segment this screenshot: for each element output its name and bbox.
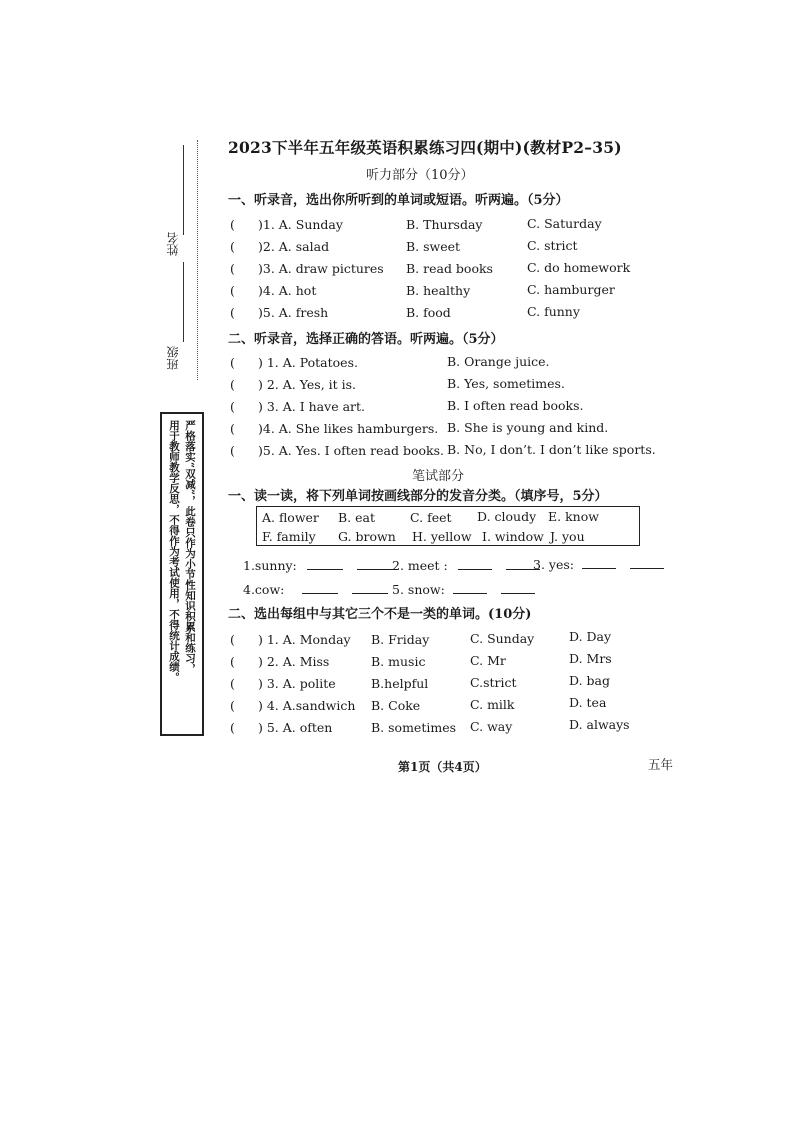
option-a: )4. A. She likes hamburgers. [258, 421, 439, 436]
option-a: )5. A. Yes. I often read books. [258, 443, 444, 458]
answer-paren: ( [230, 676, 235, 691]
phonics-q2 [392, 557, 540, 573]
option-d: D. Mrs [569, 651, 612, 666]
name-label: 姓名 [166, 232, 180, 256]
answer-blank[interactable] [630, 556, 664, 569]
option-b: B. read books [406, 261, 493, 276]
written-part2-title: 二、选出每组中与其它三个不是一类的单词。(10分) [228, 607, 532, 622]
answer-paren: ( [230, 239, 235, 254]
option-c: C. funny [527, 304, 580, 319]
option-a: ) 3. A. polite [258, 676, 336, 691]
option-a: ) 5. A. often [258, 720, 333, 735]
answer-paren: ( [230, 632, 235, 647]
option-a: ) 3. A. I have art. [258, 399, 365, 414]
listening-part1-title: 一、听录音，选出你所听到的单词或短语。听两遍。（5分） [228, 193, 569, 208]
option-a: )4. A. hot [258, 283, 317, 298]
option-a: ) 2. A. Yes, it is. [258, 377, 357, 392]
option-c: C. way [470, 719, 513, 734]
option-c: C. strict [527, 238, 578, 253]
word-b: B. eat [338, 510, 376, 525]
answer-blank[interactable] [352, 581, 388, 594]
answer-blank[interactable] [458, 557, 492, 570]
option-b: B. Orange juice. [447, 354, 550, 369]
answer-paren: ( [230, 399, 235, 414]
option-a: )3. A. draw pictures [258, 261, 384, 276]
answer-blank[interactable] [302, 581, 338, 594]
phonics-q5-label: 5. snow: [392, 582, 445, 597]
written-part1-title: 一、读一读，将下列单词按画线部分的发音分类。（填序号，5分） [228, 489, 608, 504]
option-a: ) 2. A. Miss [258, 654, 330, 669]
option-b: B. Coke [371, 698, 421, 713]
option-b: B. She is young and kind. [447, 420, 609, 435]
binding-dotted-line [197, 140, 198, 380]
option-d: D. Day [569, 629, 612, 644]
option-a: ) 4. A.sandwich [258, 698, 356, 713]
class-label: 班级 [166, 346, 180, 370]
option-d: D. tea [569, 695, 607, 710]
phonics-q3-label: 3. yes: [533, 557, 574, 572]
answer-paren: ( [230, 443, 235, 458]
option-a: )1. A. Sunday [258, 217, 343, 232]
phonics-q4-label: 4.cow: [243, 582, 285, 597]
answer-blank[interactable] [357, 557, 393, 570]
word-h: H. yellow [412, 529, 472, 544]
option-d: D. always [569, 717, 630, 732]
word-e: E. know [548, 509, 599, 524]
notice-line-2: 用于教师教学反思，不得作为考试使用，不得统计成绩。 [168, 420, 180, 683]
word-g: G. brown [338, 529, 396, 544]
word-a: A. flower [262, 510, 319, 525]
option-c: C. milk [470, 697, 515, 712]
answer-paren: ( [230, 720, 235, 735]
page-number: 第1页（共4页） [398, 760, 487, 774]
notice-line-1: 严格落实“双减”，此卷只作为小节性知识积累和练习， [184, 420, 196, 674]
answer-paren: ( [230, 698, 235, 713]
option-a: ) 1. A. Monday [258, 632, 351, 647]
listening-heading: 听力部分（10分） [366, 168, 474, 183]
answer-paren: ( [230, 217, 235, 232]
option-c: C.strict [470, 675, 517, 690]
option-c: C. do homework [527, 260, 631, 275]
answer-blank[interactable] [582, 556, 616, 569]
answer-paren: ( [230, 654, 235, 669]
answer-paren: ( [230, 261, 235, 276]
word-i: I. window [482, 529, 544, 544]
word-j: J. you [550, 529, 585, 544]
option-b: B. I often read books. [447, 398, 584, 413]
answer-blank[interactable] [501, 581, 535, 594]
option-a: )2. A. salad [258, 239, 330, 254]
word-d: D. cloudy [477, 509, 537, 524]
phonics-q2-label: 2. meet : [392, 558, 448, 573]
option-b: B. Yes, sometimes. [447, 376, 565, 391]
option-b: B. sometimes [371, 720, 457, 735]
notice-box [160, 412, 204, 736]
option-c: C. Sunday [470, 631, 535, 646]
word-f: F. family [262, 529, 316, 544]
phonics-q3 [533, 556, 664, 572]
word-c: C. feet [410, 510, 452, 525]
name-line [183, 145, 184, 235]
answer-paren: ( [230, 283, 235, 298]
listening-part2-title: 二、听录音，选择正确的答语。听两遍。（5分） [228, 332, 504, 347]
option-b: B. sweet [406, 239, 461, 254]
option-b: B. Thursday [406, 217, 483, 232]
option-d: D. bag [569, 673, 610, 688]
page-title: 2023下半年五年级英语积累练习四(期中)(教材P2–35) [228, 138, 622, 157]
grade-label: 五年 [648, 757, 674, 772]
option-b: B.helpful [371, 676, 429, 691]
option-c: C. Saturday [527, 216, 602, 231]
phonics-q1-label: 1.sunny: [243, 558, 297, 573]
option-b: B. food [406, 305, 451, 320]
phonics-q5 [392, 581, 535, 597]
phonics-q4 [243, 581, 388, 597]
option-b: B. No, I don’t. I don’t like sports. [447, 442, 656, 457]
option-a: ) 1. A. Potatoes. [258, 355, 358, 370]
answer-blank[interactable] [307, 557, 343, 570]
answer-paren: ( [230, 355, 235, 370]
written-heading: 笔试部分 [412, 469, 465, 484]
option-b: B. Friday [371, 632, 430, 647]
answer-paren: ( [230, 305, 235, 320]
answer-paren: ( [230, 421, 235, 436]
option-b: B. healthy [406, 283, 471, 298]
option-c: C. hamburger [527, 282, 615, 297]
option-b: B. music [371, 654, 426, 669]
phonics-q1 [243, 557, 393, 573]
answer-paren: ( [230, 377, 235, 392]
class-line [183, 262, 184, 342]
answer-blank[interactable] [453, 581, 487, 594]
option-c: C. Mr [470, 653, 506, 668]
option-a: )5. A. fresh [258, 305, 329, 320]
